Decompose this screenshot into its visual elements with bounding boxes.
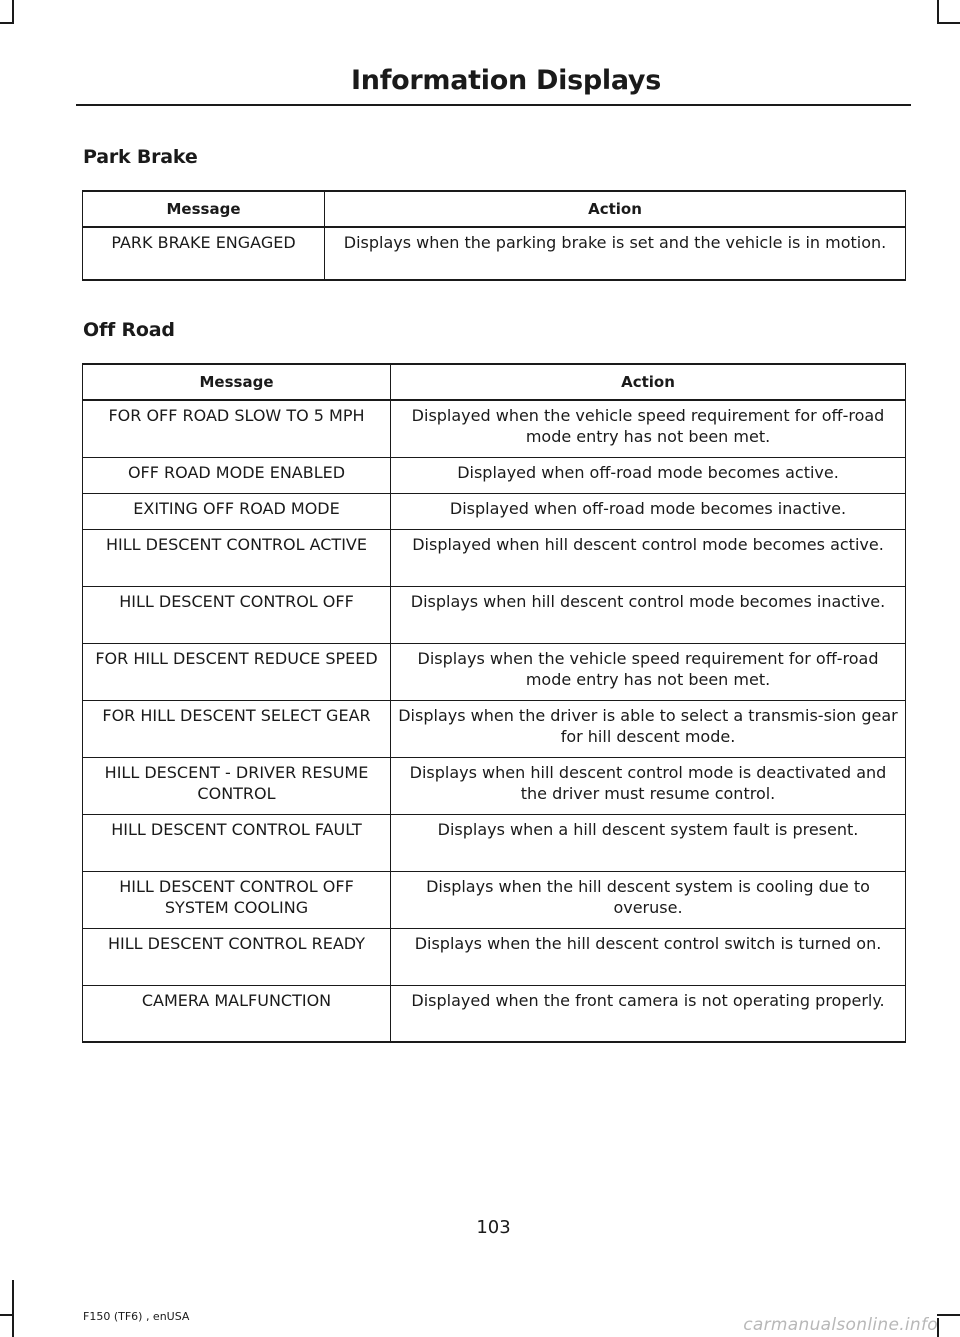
- action-cell: Displayed when the vehicle speed requirement for off-road mode entry has not been met.: [391, 400, 906, 457]
- action-cell: Displays when the hill descent system is cooling due to overuse.: [391, 871, 906, 928]
- action-cell: Displays when the parking brake is set and the vehicle is in motion.: [325, 227, 906, 280]
- page-header: [76, 58, 911, 106]
- crop-mark-top-right: [937, 0, 939, 22]
- message-cell: HILL DESCENT CONTROL FAULT: [83, 814, 391, 871]
- message-cell: FOR OFF ROAD SLOW TO 5 MPH: [83, 400, 391, 457]
- action-cell: Displayed when off-road mode becomes inactive.: [391, 493, 906, 529]
- table-row: [83, 700, 906, 757]
- message-cell: HILL DESCENT CONTROL ACTIVE: [83, 529, 391, 586]
- message-cell: HILL DESCENT CONTROL READY: [83, 928, 391, 985]
- watermark[interactable]: carmanualsonline.info: [743, 1315, 938, 1335]
- column-header-action: Action: [325, 191, 906, 227]
- crop-mark-bottom-right: [937, 1314, 960, 1316]
- crop-mark-bottom-left: [12, 1280, 14, 1337]
- table-row: [83, 643, 906, 700]
- message-cell: EXITING OFF ROAD MODE: [83, 493, 391, 529]
- action-cell: Displays when hill descent control mode becomes inactive.: [391, 586, 906, 643]
- crop-mark-top-right: [937, 22, 960, 24]
- action-cell: Displays when a hill descent system fault is present.: [391, 814, 906, 871]
- page-title: Information Displays: [351, 65, 661, 96]
- action-cell: Displays when hill descent control mode is deactivated and the driver must resume control.: [391, 757, 906, 814]
- table-row: [83, 757, 906, 814]
- message-cell: OFF ROAD MODE ENABLED: [83, 457, 391, 493]
- table-row: [83, 457, 906, 493]
- section-title-off-road: Off Road: [83, 319, 175, 341]
- section-title-park-brake: Park Brake: [83, 146, 198, 168]
- table-row: [83, 814, 906, 871]
- table-row: [83, 928, 906, 985]
- message-cell: CAMERA MALFUNCTION: [83, 985, 391, 1042]
- action-cell: Displays when the hill descent control switch is turned on.: [391, 928, 906, 985]
- message-cell: FOR HILL DESCENT REDUCE SPEED: [83, 643, 391, 700]
- message-cell: HILL DESCENT - DRIVER RESUME CONTROL: [83, 757, 391, 814]
- message-cell: PARK BRAKE ENGAGED: [83, 227, 325, 280]
- crop-mark-bottom-left: [0, 1314, 14, 1316]
- table-row: [83, 493, 906, 529]
- action-cell: Displays when the vehicle speed requirement for off-road mode entry has not been met.: [391, 643, 906, 700]
- table-row: [83, 586, 906, 643]
- table-row: [83, 871, 906, 928]
- column-header-action: Action: [391, 364, 906, 400]
- action-cell: Displayed when off-road mode becomes active.: [391, 457, 906, 493]
- column-header-message: Message: [83, 364, 391, 400]
- crop-mark-top-left: [0, 22, 14, 24]
- table-row: [83, 227, 906, 280]
- action-cell: Displayed when the front camera is not operating properly.: [391, 985, 906, 1042]
- action-cell: Displays when the driver is able to select a transmis-sion gear for hill descent mode.: [391, 700, 906, 757]
- table-row: [83, 400, 906, 457]
- footer-code: F150 (TF6) , enUSA: [83, 1310, 190, 1323]
- park-brake-table: [82, 190, 906, 281]
- crop-mark-top-left: [12, 0, 14, 22]
- column-header-message: Message: [83, 191, 325, 227]
- message-cell: HILL DESCENT CONTROL OFF SYSTEM COOLING: [83, 871, 391, 928]
- message-cell: FOR HILL DESCENT SELECT GEAR: [83, 700, 391, 757]
- message-cell: HILL DESCENT CONTROL OFF: [83, 586, 391, 643]
- table-row: [83, 985, 906, 1042]
- action-cell: Displayed when hill descent control mode becomes active.: [391, 529, 906, 586]
- table-row: [83, 529, 906, 586]
- off-road-table: [82, 363, 906, 1043]
- page-number: 103: [476, 1217, 511, 1238]
